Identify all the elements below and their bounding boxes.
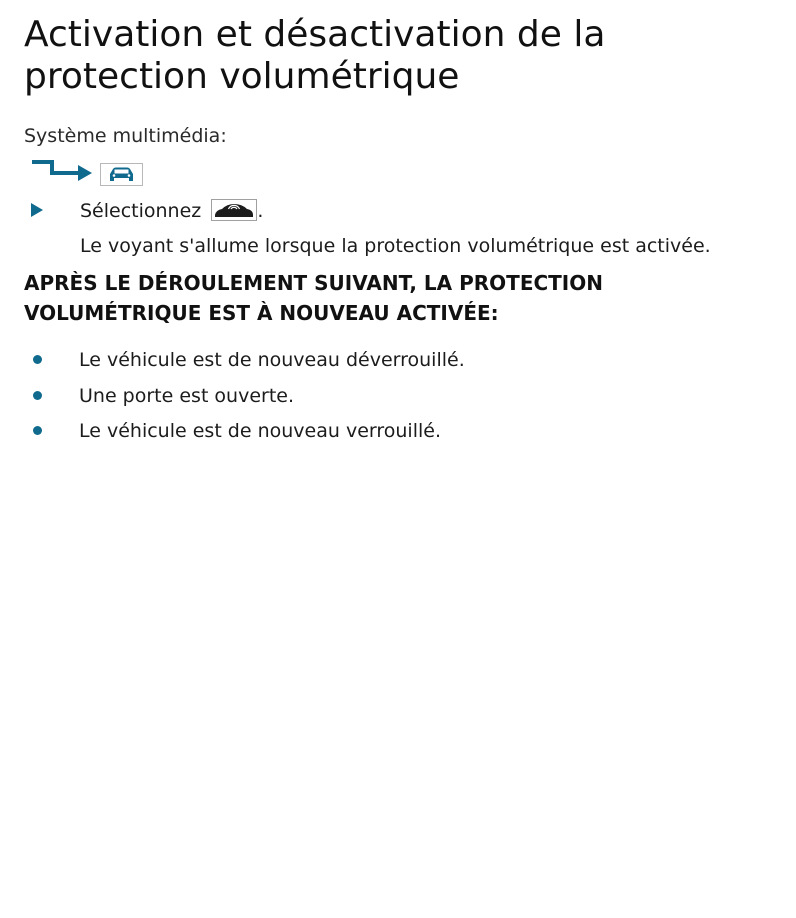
- interior-protection-car-icon[interactable]: [211, 199, 257, 221]
- step-result-text: Le voyant s'allume lorsque la protection volumétrique est activée.: [80, 235, 711, 257]
- car-vehicle-icon: [101, 164, 143, 186]
- bullet-dot-icon: [33, 391, 42, 400]
- path-arrow-icon: [32, 162, 92, 181]
- bullet-dot-icon: [33, 355, 42, 364]
- page-title: Activation et désactivation de la protection volumétrique: [24, 14, 606, 97]
- section-heading: APRÈS LE DÉROULEMENT SUIVANT, LA PROTECTION VOLUMÉTRIQUE EST À NOUVEAU ACTIVÉE:: [24, 271, 603, 325]
- condition-list: [30, 346, 770, 453]
- list-item: [30, 346, 770, 382]
- list-item-text: Le véhicule est de nouveau déverrouillé.: [79, 349, 465, 371]
- play-arrow-icon: [30, 202, 44, 218]
- step-instruction: Sélectionnez: [80, 200, 202, 222]
- step-trailing-period: .: [257, 200, 264, 222]
- navigation-path: [28, 156, 148, 190]
- context-label: Système multimédia:: [24, 125, 227, 147]
- list-item-text: Une porte est ouverte.: [79, 384, 295, 407]
- list-item: [30, 417, 770, 453]
- list-item: [30, 382, 770, 418]
- instruction-step: [30, 199, 770, 225]
- list-item-text: Le véhicule est de nouveau verrouillé.: [79, 420, 442, 442]
- bullet-dot-icon: [33, 426, 42, 435]
